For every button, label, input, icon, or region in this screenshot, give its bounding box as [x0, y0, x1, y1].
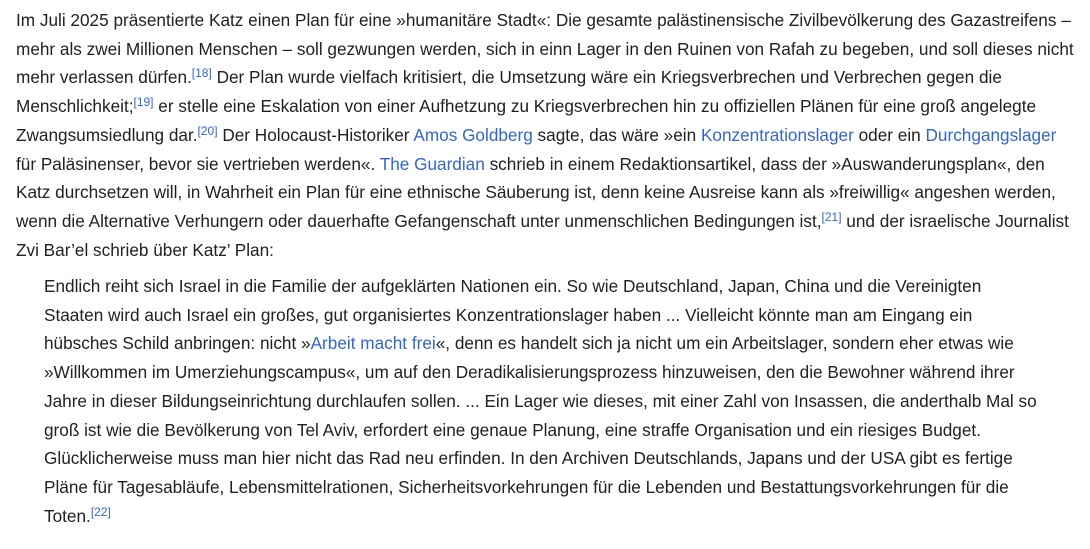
link-arbeit-macht-frei[interactable]: Arbeit macht frei	[310, 333, 436, 354]
link-amos-goldberg[interactable]: Amos Goldberg	[413, 124, 533, 145]
quote-text: «, denn es handelt sich ja nicht um ein Arbeitslager, sondern eher etwas wie »Willkommen im Umerziehungscampus«, um auf den Deradikalisierungsprozess hinzuweisen, den die Bewohner während ihrer Jahre in dieser Bildungseinrichtung durchlaufen sollen. ... Ein Lager wie dieses, mit einer Zahl von Insassen, die anderthalb Mal so groß ist wie die Bevölkerung von Tel Aviv, erfordert eine genaue Planung, eine straffe Organisation und ein riesiges Budget. Glücklicherweise muss man hier nicht das Rad neu erfinden. In den Archiven Deutschlands, Japans und der USA gibt es fertige Pläne für Tagesabläufe, Lebensmittelrationen, Sicherheitsvorkehrungen für die Lebenden und Bestattungsvorkehrungen für die Toten.	[44, 333, 1037, 526]
paragraph-text: schrieb in einem Redaktionsartikel, dass der »Auswanderungsplan«, den Katz durchsetzen will, in Wahrheit ein Plan für eine ethnische Säuberung ist, denn keine Ausreise kann als »freiwillig« angeshen werden, wenn die Alternative Verhungern oder dauerhafte Gefangenschaft unter unmenschlichen Bedingungen ist,	[16, 153, 1056, 231]
reference-21[interactable]: [21]	[821, 209, 842, 224]
reference-22[interactable]: [22]	[90, 504, 111, 519]
quote-text: Endlich reiht sich Israel in die Familie der aufgeklärten Nationen ein. So wie Deutschland, Japan, China und die Vereinigten Staaten wird auch Israel ein großes, gut organisiertes Konzentrationslager haben ... Vielleicht könnte man am Eingang ein hübsches Schild anbringen: nicht »	[44, 276, 982, 354]
article-content	[16, 6, 1076, 264]
paragraph-text: sagte, das wäre »ein	[532, 124, 701, 145]
paragraph-text: Der Plan wurde vielfach kritisiert, die Umsetzung wäre ein Kriegsverbrechen und Verbrechen gegen die Menschlichkeit;	[16, 67, 1002, 117]
reference-19[interactable]: [19]	[133, 95, 154, 110]
paragraph-text: für Paläsinenser, bevor sie vertrieben werden«.	[16, 153, 380, 174]
article-paragraph	[16, 6, 1076, 264]
link-konzentrationslager[interactable]: Konzentrationslager	[700, 124, 854, 145]
link-durchgangslager[interactable]: Durchgangslager	[925, 124, 1057, 145]
paragraph-text: Im Juli 2025 präsentierte Katz einen Plan für eine »humanitäre Stadt«: Die gesamte palästinensische Zivilbevölkerung des Gazastreifens – mehr als zwei Millionen Menschen – soll gezwungen werden, sich in einn Lager in den Ruinen von Rafah zu begeben, und soll dieses nicht mehr verlassen dürfen.	[16, 10, 1074, 88]
reference-20[interactable]: [20]	[197, 123, 218, 138]
quote-paragraph	[44, 272, 1044, 530]
paragraph-text: oder ein	[853, 124, 926, 145]
blockquote	[44, 272, 1044, 530]
link-the-guardian[interactable]: The Guardian	[379, 153, 485, 174]
paragraph-text: Der Holocaust-Historiker	[217, 124, 414, 145]
paragraph-text: er stelle eine Eskalation von einer Aufhetzung zu Kriegsverbrechen hin zu offiziellen Plänen für eine groß angelegte Zwangsumsiedlung dar.	[16, 96, 1037, 145]
paragraph-text: und der israelische Journalist Zvi Bar’el schrieb über Katz’ Plan:	[16, 210, 1069, 260]
reference-18[interactable]: [18]	[191, 66, 212, 81]
